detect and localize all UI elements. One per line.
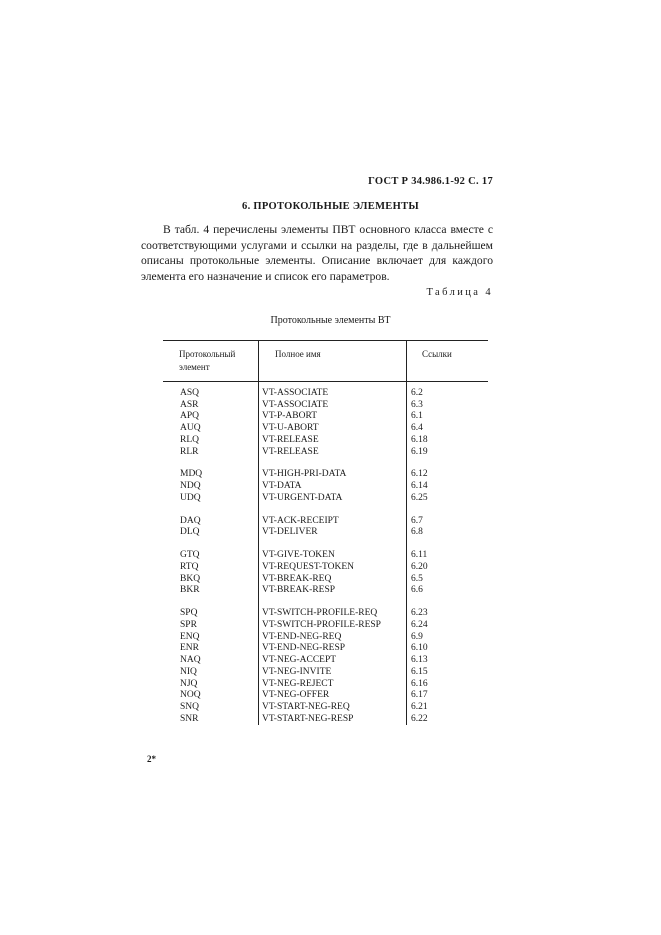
ref-cell: 6.5 <box>411 573 423 584</box>
spacer-cell <box>259 539 407 550</box>
spacer-cell <box>163 597 259 608</box>
group-spacer <box>163 505 488 516</box>
element-code-cell: GTQ <box>163 550 259 562</box>
full-name-cell: VT-END-NEG-REQ <box>259 632 407 644</box>
table-row <box>163 400 488 412</box>
section-title: 6. ПРОТОКОЛЬНЫЕ ЭЛЕМЕНТЫ <box>242 201 419 212</box>
full-name-cell: VT-REQUEST-TOKEN <box>259 562 407 574</box>
full-name-cell: VT-RELEASE <box>259 447 407 459</box>
spacer-cell <box>407 505 489 516</box>
full-name-cell: VT-NEG-OFFER <box>259 690 407 702</box>
element-code-cell: APQ <box>163 411 259 423</box>
table-row <box>163 585 488 597</box>
ref-cell: 6.17 <box>411 690 428 701</box>
full-name-cell: VT-GIVE-TOKEN <box>259 550 407 562</box>
ref-cell: 6.15 <box>411 666 428 677</box>
element-code-cell: ASR <box>163 400 259 412</box>
header-element: Протокольный элемент <box>163 341 259 382</box>
table-row <box>163 643 488 655</box>
ref-cell: 6.12 <box>411 469 428 480</box>
element-code-cell: NOQ <box>163 690 259 702</box>
table-row <box>163 632 488 644</box>
spacer-cell <box>163 539 259 550</box>
full-name-cell: VT-NEG-ACCEPT <box>259 655 407 667</box>
spacer-cell <box>407 597 489 608</box>
element-code-cell: RLQ <box>163 435 259 447</box>
element-code-cell: NJQ <box>163 679 259 691</box>
header-full-name: Полное имя <box>259 341 407 382</box>
ref-cell: 6.25 <box>411 492 428 503</box>
intro-paragraph: В табл. 4 перечислены элементы ПВТ основного класса вместе с соответствующими услугами и ссылки на разделы, где в дальнейшем описаны протокольные элементы. Описание включает для каждого элемента его назначение и список его параметров. <box>141 223 493 283</box>
table-row <box>163 411 488 423</box>
table-row <box>163 667 488 679</box>
element-code-cell: DLQ <box>163 527 259 539</box>
full-name-cell: VT-ACK-RECEIPT <box>259 516 407 528</box>
full-name-cell: VT-NEG-INVITE <box>259 667 407 679</box>
table-row <box>163 574 488 586</box>
group-spacer <box>163 597 488 608</box>
element-code-cell: ASQ <box>163 382 259 400</box>
ref-cell: 6.3 <box>411 399 423 410</box>
table-row <box>163 608 488 620</box>
full-name-cell: VT-URGENT-DATA <box>259 493 407 505</box>
full-name-cell: VT-ASSOCIATE <box>259 400 407 412</box>
table-row <box>163 620 488 632</box>
element-code-cell: MDQ <box>163 469 259 481</box>
full-name-cell: VT-SWITCH-PROFILE-RESP <box>259 620 407 632</box>
protocol-elements-table <box>163 340 488 725</box>
table-row <box>163 655 488 667</box>
ref-cell: 6.6 <box>411 585 423 596</box>
table-caption: Протокольные элементы ВТ <box>270 315 391 326</box>
ref-cell: 6.20 <box>411 562 428 572</box>
full-name-cell: VT-NEG-REJECT <box>259 679 407 691</box>
element-code-cell: UDQ <box>163 493 259 505</box>
element-code-cell: NAQ <box>163 655 259 667</box>
element-code-cell: BKQ <box>163 574 259 586</box>
table-row <box>163 469 488 481</box>
ref-cell: 6.2 <box>411 388 423 398</box>
full-name-cell: VT-RELEASE <box>259 435 407 447</box>
element-code-cell: DAQ <box>163 516 259 528</box>
ref-cell: 6.11 <box>411 550 428 561</box>
table-row <box>163 550 488 562</box>
element-code-cell: RTQ <box>163 562 259 574</box>
full-name-cell: VT-ASSOCIATE <box>259 382 407 400</box>
table-row <box>163 679 488 691</box>
table-row <box>163 481 488 493</box>
ref-cell: 6.22 <box>411 713 428 724</box>
ref-cell: 6.1 <box>411 411 423 422</box>
table-row <box>163 423 488 435</box>
full-name-cell: VT-END-NEG-RESP <box>259 643 407 655</box>
spacer-cell <box>259 458 407 469</box>
full-name-cell: VT-DATA <box>259 481 407 493</box>
document-reference: ГОСТ Р 34.986.1-92 С. 17 <box>368 176 493 187</box>
ref-cell: 6.14 <box>411 481 428 492</box>
group-spacer <box>163 458 488 469</box>
ref-cell: 6.16 <box>411 678 428 689</box>
element-code-cell: AUQ <box>163 423 259 435</box>
header-refs: Ссылки <box>407 341 489 382</box>
element-code-cell: ENQ <box>163 632 259 644</box>
table-row <box>163 447 488 459</box>
element-code-cell: SPQ <box>163 608 259 620</box>
table-header <box>163 341 488 382</box>
ref-cell: 6.4 <box>411 423 423 434</box>
table-row <box>163 516 488 528</box>
table-row <box>163 702 488 714</box>
element-code-cell: NDQ <box>163 481 259 493</box>
full-name-cell: VT-U-ABORT <box>259 423 407 435</box>
table-row <box>163 562 488 574</box>
full-name-cell: VT-START-NEG-REQ <box>259 702 407 714</box>
page-mark: 2* <box>147 754 156 764</box>
element-code-cell: BKR <box>163 585 259 597</box>
group-spacer <box>163 539 488 550</box>
ref-cell: 6.8 <box>411 527 423 538</box>
table-row <box>163 527 488 539</box>
element-code-cell: RLR <box>163 447 259 459</box>
table-row <box>163 435 488 447</box>
ref-cell: 6.23 <box>411 608 428 619</box>
spacer-cell <box>163 458 259 469</box>
ref-cell: 6.21 <box>411 701 428 712</box>
spacer-cell <box>407 539 489 550</box>
element-code-cell: SNQ <box>163 702 259 714</box>
ref-cell: 6.9 <box>411 631 423 642</box>
ref-cell: 6.13 <box>411 655 428 666</box>
spacer-cell <box>407 458 489 469</box>
table-number-label: Таблица 4 <box>426 287 493 298</box>
table-row <box>163 493 488 505</box>
ref-cell: 6.18 <box>411 434 428 445</box>
spacer-cell <box>259 597 407 608</box>
table-row <box>163 690 488 702</box>
ref-cell: 6.19 <box>411 446 428 457</box>
element-code-cell: SNR <box>163 714 259 726</box>
full-name-cell: VT-SWITCH-PROFILE-REQ <box>259 608 407 620</box>
ref-cell: 6.10 <box>411 643 428 654</box>
ref-cell: 6.24 <box>411 620 428 630</box>
table-row <box>163 382 488 400</box>
ref-cell: 6.7 <box>411 515 423 526</box>
full-name-cell: VT-BREAK-REQ <box>259 574 407 586</box>
full-name-cell: VT-START-NEG-RESP <box>259 714 407 726</box>
full-name-cell: VT-P-ABORT <box>259 411 407 423</box>
full-name-cell: VT-BREAK-RESP <box>259 585 407 597</box>
table-header-row <box>163 341 488 382</box>
full-name-cell: VT-DELIVER <box>259 527 407 539</box>
element-code-cell: SPR <box>163 620 259 632</box>
spacer-cell <box>259 505 407 516</box>
spacer-cell <box>163 505 259 516</box>
table-body <box>163 382 488 726</box>
element-code-cell: ENR <box>163 643 259 655</box>
full-name-cell: VT-HIGH-PRI-DATA <box>259 469 407 481</box>
table-row <box>163 714 488 726</box>
element-code-cell: NIQ <box>163 667 259 679</box>
